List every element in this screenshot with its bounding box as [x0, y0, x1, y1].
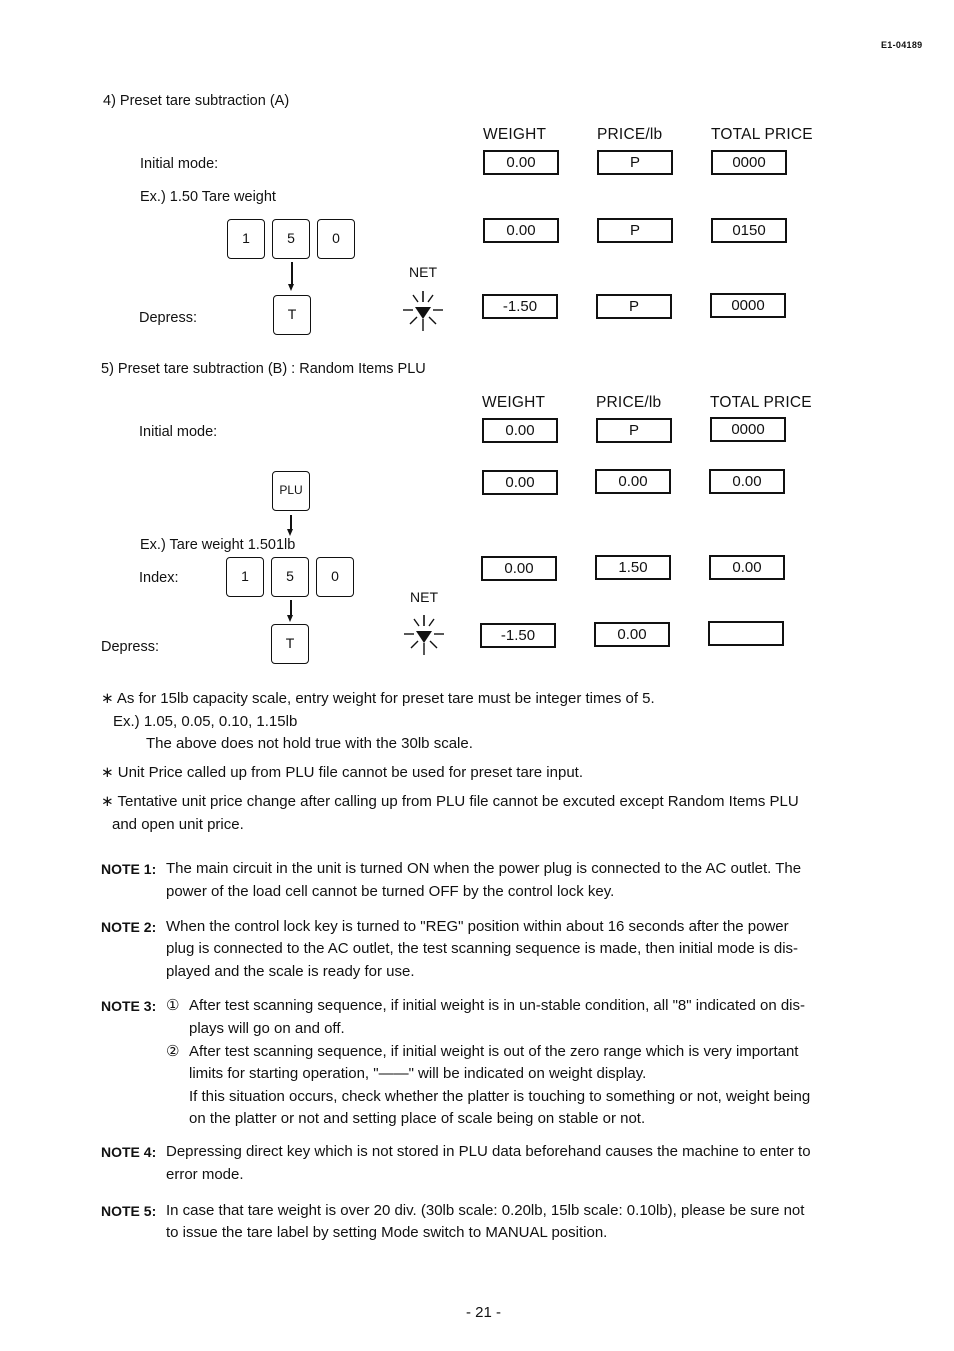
bullet-icon: ∗: [101, 690, 114, 707]
total-price-display: 0150: [711, 218, 787, 243]
key-0[interactable]: 0: [316, 557, 354, 597]
note-3-label: NOTE 3:: [101, 998, 157, 1014]
weight-display: 0.00: [481, 556, 557, 581]
column-header-weight: WEIGHT: [482, 394, 546, 411]
note-5-line: to issue the tare label by setting Mode switch to MANUAL position.: [166, 1224, 608, 1241]
bullet-text: Unit Price called up from PLU file cannot be used for preset tare input.: [117, 764, 583, 781]
initial-mode-label: Initial mode:: [140, 156, 219, 172]
note-3-line: limits for starting operation, "——" will be indicated on weight display.: [189, 1065, 647, 1082]
down-arrow-icon: [287, 515, 295, 536]
price-display: P: [597, 218, 673, 243]
price-display: P: [596, 294, 672, 319]
note-1-label: NOTE 1:: [101, 861, 157, 877]
bullet-icon: ∗: [101, 793, 114, 810]
note-1-line: power of the load cell cannot be turned OFF by the control lock key.: [166, 883, 615, 900]
section-5-title: 5) Preset tare subtraction (B) : Random Items PLU: [101, 361, 426, 377]
column-header-total: TOTAL PRICE: [711, 126, 813, 143]
column-header-total: TOTAL PRICE: [710, 394, 812, 411]
net-indicator-lamp-icon: [401, 611, 447, 657]
bullet-text: As for 15lb capacity scale, entry weight for preset tare must be integer times of 5.: [116, 690, 655, 707]
note-2-label: NOTE 2:: [101, 919, 157, 935]
note-4-line: Depressing direct key which is not stored in PLU data beforehand causes the machine to enter to: [166, 1143, 811, 1160]
note-5-label: NOTE 5:: [101, 1203, 157, 1219]
total-price-display: 0.00: [709, 555, 785, 580]
price-display: 1.50: [595, 555, 671, 580]
document-id: E1-04189: [881, 40, 923, 50]
bullet-note: [101, 687, 655, 710]
note-3-line: on the platter or not and setting place of scale being on stable or not.: [189, 1110, 646, 1127]
note-2-line: When the control lock key is turned to "REG" position within about 16 seconds after the power: [166, 918, 789, 935]
key-0[interactable]: 0: [317, 219, 355, 259]
total-price-display: 0000: [710, 293, 786, 318]
net-indicator-lamp-icon: [400, 287, 446, 333]
column-header-price: PRICE/lb: [597, 126, 663, 143]
note-3-line: plays will go on and off.: [189, 1020, 345, 1037]
key-1[interactable]: 1: [226, 557, 264, 597]
page-number: - 21 -: [466, 1304, 502, 1321]
total-price-display: 0.00: [709, 469, 785, 494]
note-2-line: plug is connected to the AC outlet, the test scanning sequence is made, then initial mode is dis-: [166, 940, 799, 957]
key-5[interactable]: 5: [271, 557, 309, 597]
column-header-weight: WEIGHT: [483, 126, 547, 143]
net-label: NET: [410, 589, 438, 605]
initial-mode-label: Initial mode:: [139, 424, 218, 440]
bullet-icon: ∗: [101, 764, 114, 781]
bullet-remark: The above does not hold true with the 30lb scale.: [146, 735, 473, 752]
down-arrow-icon: [288, 262, 296, 291]
bullet-text: Tentative unit price change after calling up from PLU file cannot be excuted except Random Items PLU: [117, 793, 799, 810]
price-display: P: [597, 150, 673, 175]
total-price-display: 0000: [711, 150, 787, 175]
bullet-note: [101, 790, 799, 813]
bullet-example: Ex.) 1.05, 0.05, 0.10, 1.15lb: [113, 713, 298, 730]
plu-key[interactable]: PLU: [272, 471, 310, 511]
weight-display: -1.50: [482, 294, 558, 319]
weight-display: -1.50: [480, 623, 556, 648]
note-3-line: If this situation occurs, check whether the platter is touching to something or not, weight being: [189, 1088, 811, 1105]
note-4-line: error mode.: [166, 1166, 244, 1183]
key-1[interactable]: 1: [227, 219, 265, 259]
price-display: P: [596, 418, 672, 443]
bullet-note: [101, 761, 583, 784]
note-5-line: In case that tare weight is over 20 div. (30lb scale: 0.20lb, 15lb scale: 0.10lb), please be sure not: [166, 1202, 805, 1219]
bullet-text-continued: and open unit price.: [112, 816, 244, 833]
section-4-title: 4) Preset tare subtraction (A): [103, 93, 290, 109]
tare-key[interactable]: T: [273, 295, 311, 335]
price-display: 0.00: [594, 622, 670, 647]
column-header-price: PRICE/lb: [596, 394, 662, 411]
weight-display: 0.00: [483, 218, 559, 243]
example-label: Ex.) Tare weight 1.501lb: [140, 537, 296, 553]
price-display: 0.00: [595, 469, 671, 494]
depress-label: Depress:: [101, 639, 160, 655]
depress-label: Depress:: [139, 310, 198, 326]
tare-key[interactable]: T: [271, 624, 309, 664]
note-4-label: NOTE 4:: [101, 1144, 157, 1160]
note-3-line: After test scanning sequence, if initial weight is in un-stable condition, all "8" indicated on dis-: [189, 997, 805, 1014]
note-3-marker-1: ①: [166, 997, 180, 1014]
example-label: Ex.) 1.50 Tare weight: [140, 189, 276, 205]
weight-display: 0.00: [482, 470, 558, 495]
total-price-display: 0000: [710, 417, 786, 442]
index-label: Index:: [139, 570, 179, 586]
note-2-line: played and the scale is ready for use.: [166, 963, 415, 980]
total-price-display: [708, 621, 784, 646]
note-3-line: After test scanning sequence, if initial weight is out of the zero range which is very important: [189, 1043, 799, 1060]
key-5[interactable]: 5: [272, 219, 310, 259]
weight-display: 0.00: [482, 418, 558, 443]
down-arrow-icon: [287, 600, 295, 622]
note-3-marker-2: ②: [166, 1043, 180, 1060]
note-1-line: The main circuit in the unit is turned ON when the power plug is connected to the AC outlet. The: [166, 860, 802, 877]
weight-display: 0.00: [483, 150, 559, 175]
net-label: NET: [409, 264, 437, 280]
